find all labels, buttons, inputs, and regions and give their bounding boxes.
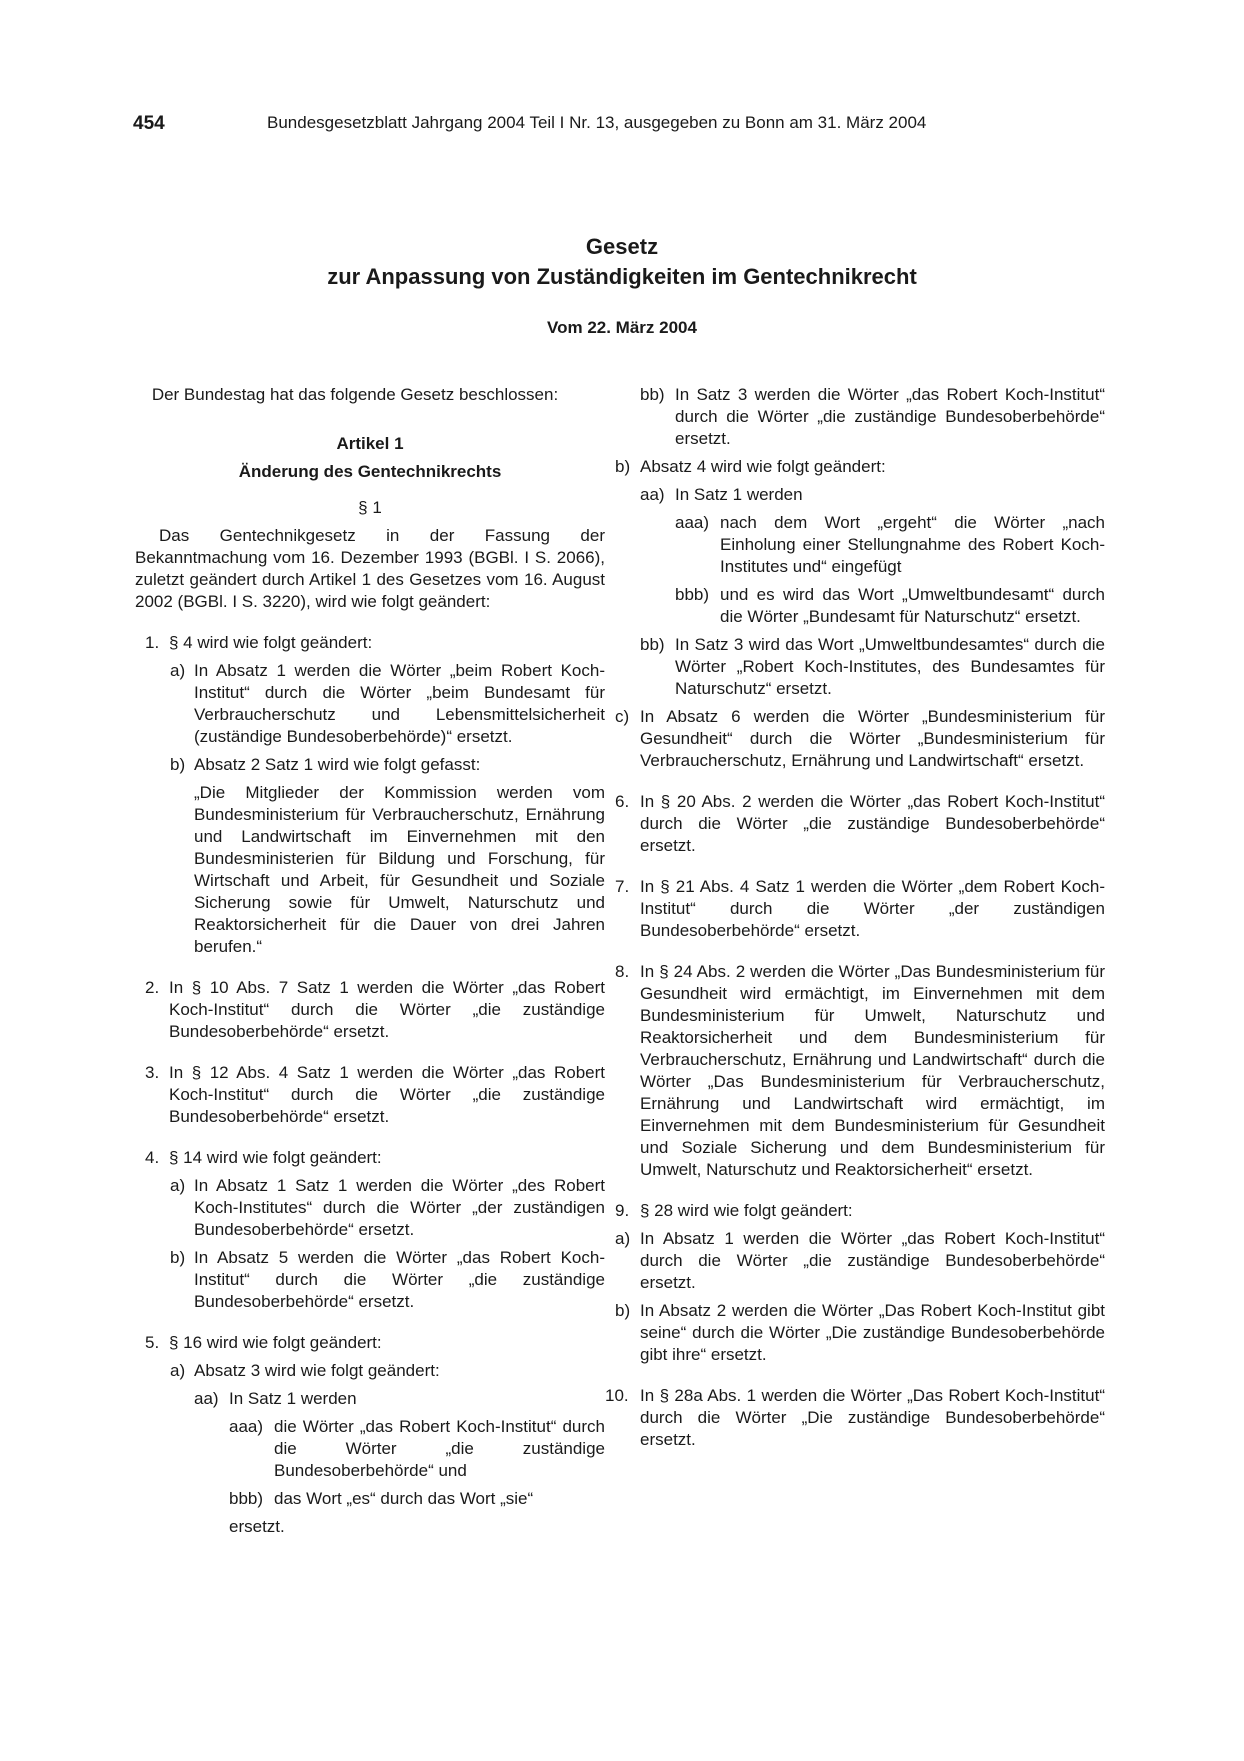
- list-label: aa): [194, 1389, 219, 1408]
- list-label: aaa): [229, 1417, 264, 1436]
- law-title: [0, 232, 1244, 292]
- list-label: bbb): [675, 585, 710, 604]
- list-item-text: In Absatz 6 werden die Wörter „Bundesministerium für Gesundheit“ durch die Wörter „Bundesministerium für Verbraucherschutz, Ernährung und Landwirtschaft“ ersetzt.: [640, 707, 1105, 770]
- list-label: aaa): [675, 513, 710, 532]
- list-label: a): [615, 1229, 631, 1248]
- list-number: 7.: [615, 877, 630, 896]
- list-item-text: In Satz 3 wird das Wort „Umweltbundesamtes“ durch die Wörter „Robert Koch-Institutes, des Bundesamtes für Naturschutz“ ersetzt.: [675, 635, 1105, 698]
- list-label: b): [615, 457, 631, 476]
- list-item-text: § 14 wird wie folgt geändert:: [169, 1148, 382, 1167]
- intro-paragraph: Das Gentechnikgesetz in der Fassung der Bekanntmachung vom 16. Dezember 1993 (BGBl. I S. 2066), zuletzt geändert durch Artikel 1 des Gesetzes vom 16. August 2002 (BGBl. I S. 3220), wird wie folgt geändert:: [135, 526, 605, 611]
- list-item-10: [605, 1385, 1105, 1451]
- list-item-4: [135, 1147, 605, 1169]
- list-item-text: In § 12 Abs. 4 Satz 1 werden die Wörter „das Robert Koch-Institut“ durch die Wörter „die zuständige Bundesoberbehörde“ ersetzt.: [169, 1063, 605, 1126]
- amendment-quote: „Die Mitglieder der Kommission werden vom Bundesministerium für Verbraucherschutz, Ernährung und Landwirtschaft im Einvernehmen mit den Bundesministerien für Bildung und Forschung, für Wirtschaft und Arbeit, für Gesundheit und Soziale Sicherung sowie für Umwelt, Naturschutz und Reaktorsicherheit für die Dauer von drei Jahren berufen.“: [194, 783, 605, 956]
- list-label: a): [170, 661, 186, 680]
- law-date: Vom 22. März 2004: [547, 318, 697, 337]
- list-number: 6.: [615, 792, 630, 811]
- list-item-text: § 16 wird wie folgt geändert:: [169, 1333, 382, 1352]
- list-number: 2.: [145, 978, 160, 997]
- list-item-text: In § 10 Abs. 7 Satz 1 werden die Wörter „das Robert Koch-Institut“ durch die Wörter „die zuständige Bundesoberbehörde“ ersetzt.: [169, 978, 605, 1041]
- page-number: 454: [133, 113, 165, 134]
- list-label: bb): [640, 385, 665, 404]
- list-item-9b: [615, 1300, 1105, 1366]
- list-item-8: [615, 961, 1105, 1181]
- list-item-5b-bb: [640, 634, 1105, 700]
- list-label: b): [615, 1301, 631, 1320]
- list-label: a): [170, 1176, 186, 1195]
- list-item-text: In § 20 Abs. 2 werden die Wörter „das Robert Koch-Institut“ durch die Wörter „die zuständige Bundesoberbehörde“ ersetzt.: [640, 792, 1105, 855]
- list-item-5b: [615, 456, 1105, 478]
- preamble: Der Bundestag hat das folgende Gesetz beschlossen:: [151, 385, 559, 404]
- list-item-text: In Satz 1 werden: [675, 485, 803, 504]
- list-label: b): [170, 755, 186, 774]
- list-item-5a-bb: [640, 384, 1105, 450]
- list-number: 10.: [605, 1386, 629, 1405]
- list-item-text: In Satz 3 werden die Wörter „das Robert Koch-Institut“ durch die Wörter „die zuständige Bundesoberbehörde“ ersetzt.: [675, 385, 1105, 448]
- list-item-text: In Absatz 5 werden die Wörter „das Robert Koch-Institut“ durch die Wörter „die zuständige Bundesoberbehörde“ ersetzt.: [194, 1248, 605, 1311]
- list-item-5a-aa: [135, 1388, 605, 1410]
- list-item-text: die Wörter „das Robert Koch-Institut“ durch die Wörter „die zuständige Bundesoberbehörde“ und: [274, 1417, 605, 1480]
- list-item-text: Absatz 2 Satz 1 wird wie folgt gefasst:: [194, 755, 481, 774]
- list-number: 4.: [145, 1148, 160, 1167]
- list-item-text: In Absatz 1 werden die Wörter „beim Robert Koch-Institut“ durch die Wörter „beim Bundesamt für Verbraucherschutz und Lebensmittelsicherheit (zuständige Bundesoberbehörde)“ ersetzt.: [194, 661, 605, 746]
- title-line-1: Gesetz: [585, 234, 659, 259]
- list-item-3: [135, 1062, 605, 1128]
- list-label: bbb): [229, 1489, 264, 1508]
- article-title: Änderung des Gentechnikrechts: [238, 462, 502, 481]
- list-item-5a-bbb: [135, 1488, 605, 1510]
- list-item-5b-aa: [640, 484, 1105, 506]
- list-item-text: nach dem Wort „ergeht“ die Wörter „nach Einholung einer Stellungnahme des Robert Koch-Institutes und“ eingefügt: [720, 513, 1105, 576]
- running-head: Bundesgesetzblatt Jahrgang 2004 Teil I Nr. 13, ausgegeben zu Bonn am 31. März 2004: [267, 113, 927, 132]
- list-label: b): [170, 1248, 186, 1267]
- list-item-text: In Absatz 2 werden die Wörter „Das Robert Koch-Institut gibt seine“ durch die Wörter „Die zuständige Bundesoberbehörde gibt ihre“ ersetzt.: [640, 1301, 1105, 1364]
- list-number: 8.: [615, 962, 630, 981]
- list-item-4b: [135, 1247, 605, 1313]
- list-number: 1.: [145, 633, 160, 652]
- title-line-2: zur Anpassung von Zuständigkeiten im Gentechnikrecht: [327, 264, 917, 289]
- list-item-text: In § 21 Abs. 4 Satz 1 werden die Wörter „dem Robert Koch-Institut“ durch die Wörter „der zuständigen Bundesoberbehörde“ ersetzt.: [640, 877, 1105, 940]
- list-label: aa): [640, 485, 665, 504]
- list-item-text: In Satz 1 werden: [229, 1389, 357, 1408]
- section-mark: § 1: [358, 498, 382, 517]
- list-item-text: Absatz 3 wird wie folgt geändert:: [194, 1361, 440, 1380]
- list-item-5a-end: ersetzt.: [229, 1517, 285, 1536]
- list-number: 9.: [615, 1201, 630, 1220]
- list-item-text: In § 28a Abs. 1 werden die Wörter „Das Robert Koch-Institut“ durch die Wörter „Die zuständige Bundesoberbehörde“ ersetzt.: [640, 1386, 1105, 1449]
- list-label: c): [615, 707, 630, 726]
- list-item-5a: [135, 1360, 605, 1382]
- list-number: 5.: [145, 1333, 160, 1352]
- list-item-1b: [135, 754, 605, 776]
- list-item-5b-aaa: [640, 512, 1105, 578]
- list-item-text: § 28 wird wie folgt geändert:: [640, 1201, 853, 1220]
- list-number: 3.: [145, 1063, 160, 1082]
- list-item-text: und es wird das Wort „Umweltbundesamt“ durch die Wörter „Bundesamt für Naturschutz“ ersetzt.: [720, 585, 1105, 626]
- list-item-2: [135, 977, 605, 1043]
- list-label: bb): [640, 635, 665, 654]
- list-item-text: In § 24 Abs. 2 werden die Wörter „Das Bundesministerium für Gesundheit wird ermächtigt, im Einvernehmen mit dem Bundesministerium für Umwelt, Naturschutz und Reaktorsicherheit und dem Bundesministerium für Verbraucherschutz, Ernährung und Landwirtschaft“ durch die Wörter „Das Bundesministerium für Verbraucherschutz, Ernährung und Landwirtschaft wird ermächtigt, im Einvernehmen mit dem Bundesministerium für Gesundheit und Soziale Sicherung und dem Bundesministerium für Umwelt, Naturschutz und Reaktorsicherheit“ ersetzt.: [640, 962, 1105, 1179]
- list-item-text: In Absatz 1 werden die Wörter „das Robert Koch-Institut“ durch die Wörter „die zuständige Bundesoberbehörde“ ersetzt.: [640, 1229, 1105, 1292]
- list-label: a): [170, 1361, 186, 1380]
- list-item-5c: [615, 706, 1105, 772]
- list-item-7: [615, 876, 1105, 942]
- list-item-5: [135, 1332, 605, 1354]
- list-item-text: In Absatz 1 Satz 1 werden die Wörter „des Robert Koch-Institutes“ durch die Wörter „der zuständigen Bundesoberbehörde“ ersetzt.: [194, 1176, 605, 1239]
- list-item-9: [615, 1200, 1105, 1222]
- list-item-4a: [135, 1175, 605, 1241]
- list-item-1: [135, 632, 605, 654]
- list-item-1a: [135, 660, 605, 748]
- article-heading: Artikel 1: [336, 434, 404, 453]
- list-item-6: [615, 791, 1105, 857]
- list-item-5b-bbb: [640, 584, 1105, 628]
- list-item-9a: [615, 1228, 1105, 1294]
- left-column: [135, 384, 605, 1538]
- list-item-5a-aaa: [135, 1416, 605, 1482]
- list-item-text: § 4 wird wie folgt geändert:: [169, 633, 373, 652]
- right-column: [605, 384, 1105, 1451]
- list-item-text: das Wort „es“ durch das Wort „sie“: [274, 1489, 534, 1508]
- list-item-text: Absatz 4 wird wie folgt geändert:: [640, 457, 886, 476]
